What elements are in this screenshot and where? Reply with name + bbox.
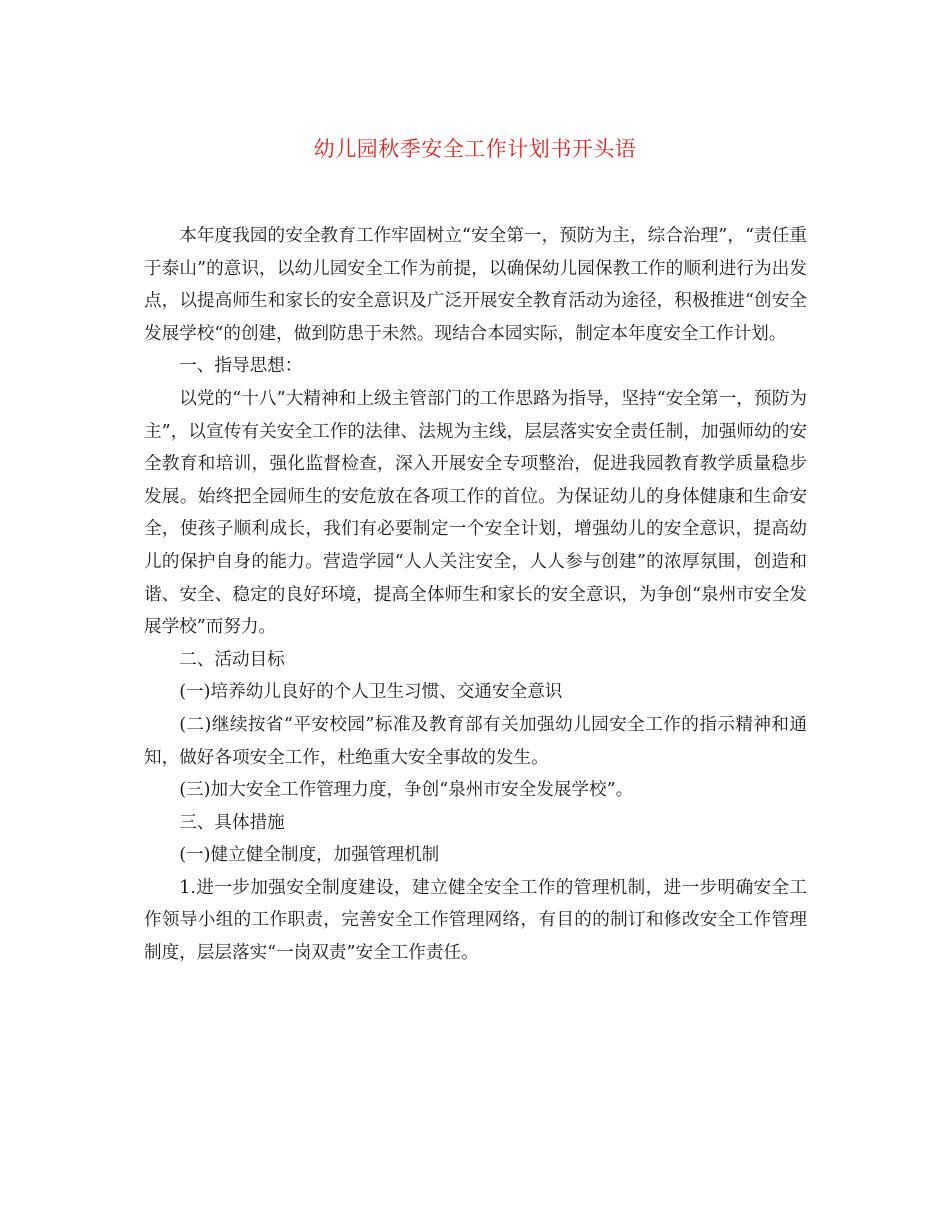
- document-body: [144, 220, 807, 970]
- intro-paragraph: 本年度我园的安全教育工作牢固树立“安全第一，预防为主，综合治理”，“责任重于泰山”的意识，以幼儿园安全工作为前提，以确保幼儿园保教工作的顺利进行为出发点，以提高师生和家长的安全意识及广泛开展安全教育活动为途径，积极推进“创安全发展学校“的创建，做到防患于未然。现结合本园实际，制定本年度安全工作计划。: [144, 226, 807, 344]
- goal-item-2: (二)继续按省“平安校园”标准及教育部有关加强幼儿园安全工作的指示精神和通知，做好各项安全工作，杜绝重大安全事故的发生。: [144, 714, 807, 768]
- goal-item-1: (一)培养幼儿良好的个人卫生习惯、交通安全意识: [179, 682, 563, 703]
- section-heading-guiding-ideology: 一、指导思想：: [179, 356, 303, 377]
- guiding-ideology-paragraph: 以党的“十八”大精神和上级主管部门的工作思路为指导，坚持“安全第一，预防为主”，以宣传有关安全工作的法律、法规为主线，层层落实安全责任制，加强师幼的安全教育和培训，强化监督检查，深入开展安全专项整治，促进我园教育教学质量稳步发展。始终把全园师生的安危放在各项工作的首位。为保证幼儿的身体健康和生命安全，使孩子顺利成长，我们有必要制定一个安全计划，增强幼儿的安全意识，提高幼儿的保护自身的能力。营造学园“人人关注安全，人人参与创建”的浓厚氛围，创造和谐、安全、稳定的良好环境，提高全体师生和家长的安全意识，为争创“泉州市安全发展学校”而努力。: [144, 388, 807, 638]
- measure-item-1: 1.进一步加强安全制度建设，建立健全安全工作的管理机制，进一步明确安全工作领导小组的工作职责，完善安全工作管理网络，有目的的制订和修改安全工作管理制度，层层落实“一岗双责”安全工作责任。: [144, 877, 807, 964]
- document-title: 幼儿园秋季安全工作计划书开头语: [313, 137, 637, 161]
- section-heading-activity-goals: 二、活动目标: [179, 649, 285, 670]
- measure-subheading-1: (一)健立健全制度，加强管理机制: [179, 845, 440, 866]
- goal-item-3: (三)加大安全工作管理力度，争创“泉州市安全发展学校”。: [179, 780, 634, 801]
- section-heading-measures: 三、具体措施: [179, 812, 285, 833]
